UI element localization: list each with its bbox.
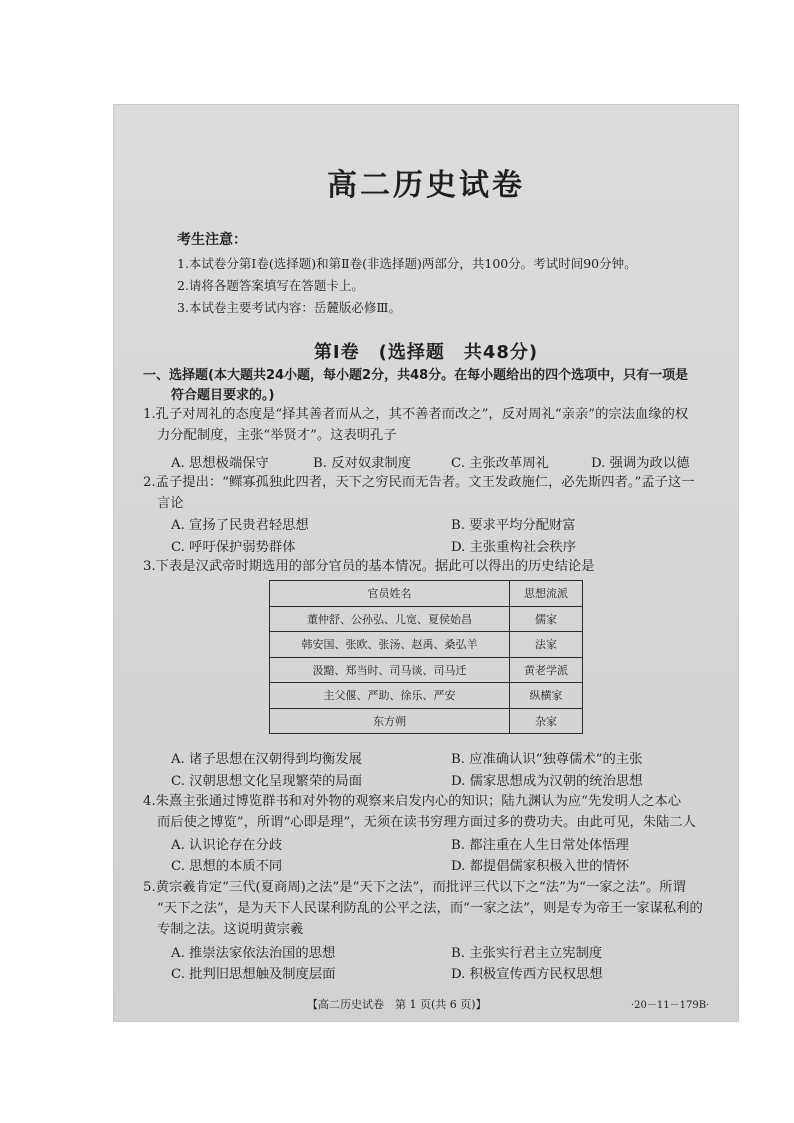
table-cell: 主父偃、严助、徐乐、严安 xyxy=(270,683,510,709)
stem-line: 3.下表是汉武帝时期选用的部分官员的基本情况。据此可以得出的历史结论是 xyxy=(143,559,595,574)
notice-item: 1.本试卷分第Ⅰ卷(选择题)和第Ⅱ卷(非选择题)两部分，共100分。考试时间90分钟。 xyxy=(177,256,637,271)
stem-line: 4.朱熹主张通过博览群书和对外物的观察来启发内心的知识；陆九渊认为应“先发明人之本心 xyxy=(143,794,682,809)
section-line: 符合题目要求的。) xyxy=(171,388,275,403)
option-d: D. 积极宣传西方民权思想 xyxy=(451,967,603,982)
question-2-stem xyxy=(143,472,695,514)
stem-line: 言论 xyxy=(157,496,184,511)
page-footer: 【高二历史试卷 第 1 页(共 6 页)】 xyxy=(307,998,487,1011)
table-row xyxy=(270,683,583,709)
notice-item: 2.请将各题答案填写在答题卡上。 xyxy=(177,278,364,293)
question-5-stem xyxy=(143,877,703,940)
table-cell: 黄老学派 xyxy=(510,657,583,683)
option-a: A. 推崇法家依法治国的思想 xyxy=(171,946,336,961)
option-c: C. 思想的本质不同 xyxy=(171,859,283,874)
option-c: C. 主张改革周礼 xyxy=(451,456,549,471)
section-line: 一、选择题(本大题共24小题，每小题2分，共48分。在每小题给出的四个选项中，只有一项是 xyxy=(143,368,689,383)
table-cell: 纵横家 xyxy=(510,683,583,709)
stem-line: 5.黄宗羲肯定“三代(夏商周)之法”是“天下之法”，而批评三代以下之“法”为“一家之法”。所谓 xyxy=(143,880,686,895)
notice-heading: 考生注意： xyxy=(177,232,247,248)
option-a: A. 宣扬了民贵君轻思想 xyxy=(171,518,309,533)
option-c: C. 汉朝思想文化呈现繁荣的局面 xyxy=(171,774,363,789)
table-row xyxy=(270,632,583,658)
option-b: B. 反对奴隶制度 xyxy=(313,456,412,471)
stem-line: “天下之法”，是为天下人民谋利防乱的公平之法，而“一家之法”，则是专为帝王一家谋私利的 xyxy=(157,901,703,916)
option-b: B. 要求平均分配财富 xyxy=(451,518,576,533)
stem-line: 2.孟子提出：“鳏寡孤独此四者，天下之穷民而无告者。文王发政施仁，必先斯四者。”孟子这一 xyxy=(143,475,695,490)
option-a: A. 诸子思想在汉朝得到均衡发展 xyxy=(171,752,362,767)
stem-line: 力分配制度，主张“举贤才”。这表明孔子 xyxy=(157,428,397,443)
option-a: A. 认识论存在分歧 xyxy=(171,838,283,853)
table-row xyxy=(270,708,583,734)
table-row xyxy=(270,657,583,683)
table-cell: 韩安国、张欧、张汤、赵禹、桑弘羊 xyxy=(270,632,510,658)
exam-paper xyxy=(113,104,739,1022)
option-a: A. 思想极端保守 xyxy=(171,456,269,471)
question-1-stem xyxy=(143,404,688,446)
table-cell: 儒家 xyxy=(510,606,583,632)
option-d: D. 都提倡儒家积极入世的情怀 xyxy=(451,859,630,874)
officials-table xyxy=(269,580,583,734)
table-header: 思想流派 xyxy=(510,581,583,607)
table-cell: 汲黯、郑当时、司马谈、司马迁 xyxy=(270,657,510,683)
stem-line: 1.孔子对周礼的态度是“择其善者而从之，其不善者而改之”，反对周礼“亲亲”的宗法血缘的权 xyxy=(143,407,689,422)
option-d: D. 儒家思想成为汉朝的统治思想 xyxy=(451,774,643,789)
table-cell: 杂家 xyxy=(510,708,583,734)
stem-line: 专制之法。这说明黄宗羲 xyxy=(157,922,304,937)
option-b: B. 主张实行君主立宪制度 xyxy=(451,946,603,961)
section-instructions xyxy=(143,366,688,406)
paper-code: ·20－11－179B· xyxy=(631,1000,710,1011)
notice-item: 3.本试卷主要考试内容：岳麓版必修Ⅲ。 xyxy=(177,300,401,315)
option-c: C. 批判旧思想触及制度层面 xyxy=(171,967,336,982)
stem-line: 而后使之博览”，所谓“心即是理”，无须在读书穷理方面过多的费功夫。由此可见，朱陆二人 xyxy=(157,815,696,830)
option-c: C. 呼吁保护弱势群体 xyxy=(171,540,296,555)
question-3-stem xyxy=(143,556,594,577)
part-title: 第Ⅰ卷 (选择题 共48分) xyxy=(313,342,539,363)
table-cell: 东方朔 xyxy=(270,708,510,734)
table-cell: 法家 xyxy=(510,632,583,658)
table-header: 官员姓名 xyxy=(270,581,510,607)
option-b: B. 都注重在人生日常处体悟理 xyxy=(451,838,629,853)
option-b: B. 应准确认识“独尊儒术”的主张 xyxy=(451,752,643,767)
table-header-row xyxy=(270,581,583,607)
option-d: D. 主张重构社会秩序 xyxy=(451,540,577,555)
table-row xyxy=(270,606,583,632)
table-cell: 董仲舒、公孙弘、儿宽、夏侯始昌 xyxy=(270,606,510,632)
option-d: D. 强调为政以德 xyxy=(591,456,690,471)
page-title: 高二历史试卷 xyxy=(327,168,525,203)
question-4-stem xyxy=(143,791,696,833)
